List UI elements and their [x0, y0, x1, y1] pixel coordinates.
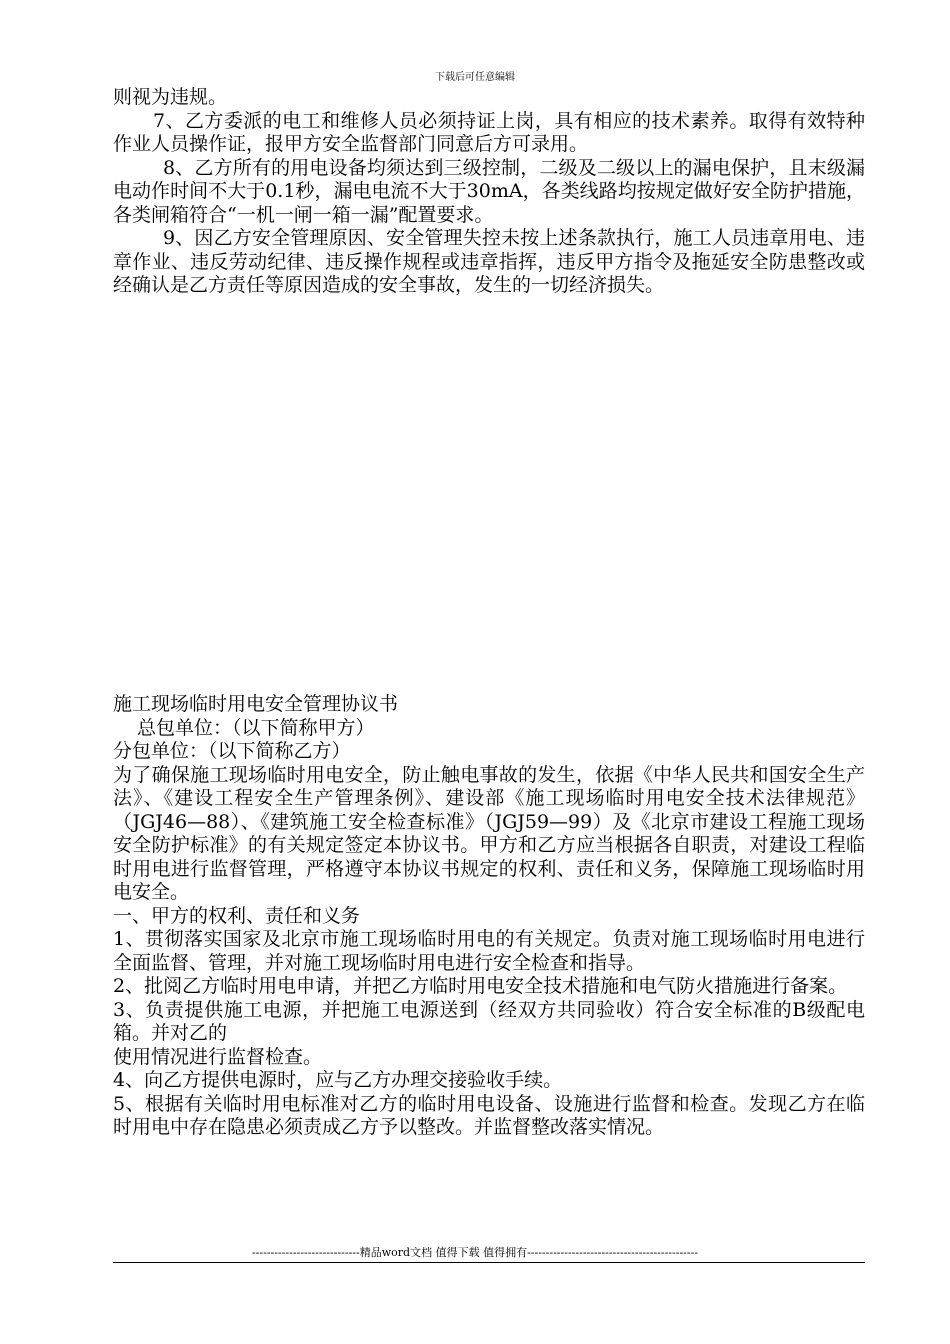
footer-divider [113, 1262, 865, 1263]
paragraph: 则视为违规。 [113, 86, 228, 108]
agreement-title: 施工现场临时用电安全管理协议书 [113, 693, 399, 715]
paragraph: 9、因乙方安全管理原因、安全管理失控未按上述条款执行，施工人员违章用电、违章作业、违反劳动纪律、违反操作规程或违章指挥，违反甲方指令及拖延安全防患整改或经确认是乙方责任等原因造成的安全事故，发生的一切经济损失。 [113, 227, 865, 296]
page-header: 下载后可任意编辑 [435, 72, 515, 83]
clause: 5、根据有关临时用电标准对乙方的临时用电设备、设施进行监督和检查。发现乙方在临时用电中存在隐患必须责成乙方予以整改。并监督整改落实情况。 [113, 1092, 865, 1138]
clause: 1、贯彻落实国家及北京市施工现场临时用电的有关规定。负责对施工现场临时用电进行全面监督、管理，并对施工现场临时用电进行安全检查和指导。 [113, 928, 865, 974]
clause-continuation: 使用情况进行监督检查。 [113, 1045, 323, 1068]
party-b-line: 分包单位：（以下简称乙方） [113, 740, 351, 762]
paragraph: 7、乙方委派的电工和维修人员必须持证上岗，具有相应的技术素养。取得有效特种作业人员操作证，报甲方安全监督部门同意后方可录用。 [113, 109, 865, 155]
clause: 2、批阅乙方临时用电申请，并把乙方临时用电安全技术措施和电气防火措施进行备案。 [113, 975, 848, 997]
continuation-section [113, 86, 865, 298]
paragraph: 8、乙方所有的用电设备均须达到三级控制，二级及二级以上的漏电保护，且末级漏电动作时间不大于0.1秒，漏电电流不大于30mA，各类线路均按规定做好安全防护措施，各类闸箱符合“一机一闸一箱一漏”配置要求。 [113, 156, 865, 226]
clause: 4、向乙方提供电源时，应与乙方办理交接验收手续。 [113, 1069, 563, 1091]
clause: 3、负责提供施工电源，并把施工电源送到（经双方共同验收）符合安全标准的B级配电箱。并对乙的 [113, 998, 865, 1044]
agreement-section [113, 693, 865, 1140]
page-footer: -----------------------------精品word文档 值得下载 值得拥有---------------------------------------------- [251, 1246, 699, 1259]
section-heading: 一、甲方的权利、责任和义务 [113, 904, 361, 927]
preamble-paragraph: 为了确保施工现场临时用电安全，防止触电事故的发生，依据《中华人民共和国安全生产法》、《建设工程安全生产管理条例》、建设部《施工现场临时用电安全技术法律规范》（JGJ46—88）、《建筑施工安全检查标准》（JGJ59—99）及《北京市建设工程施工现场安全防护标准》的有关规定签定本协议书。甲方和乙方应当根据各自职责，对建设工程临时用电进行监督管理，严格遵守本协议书规定的权利、责任和义务，保障施工现场临时用电安全。 [113, 763, 865, 903]
party-a-line: 总包单位：（以下简称甲方） [137, 716, 375, 739]
